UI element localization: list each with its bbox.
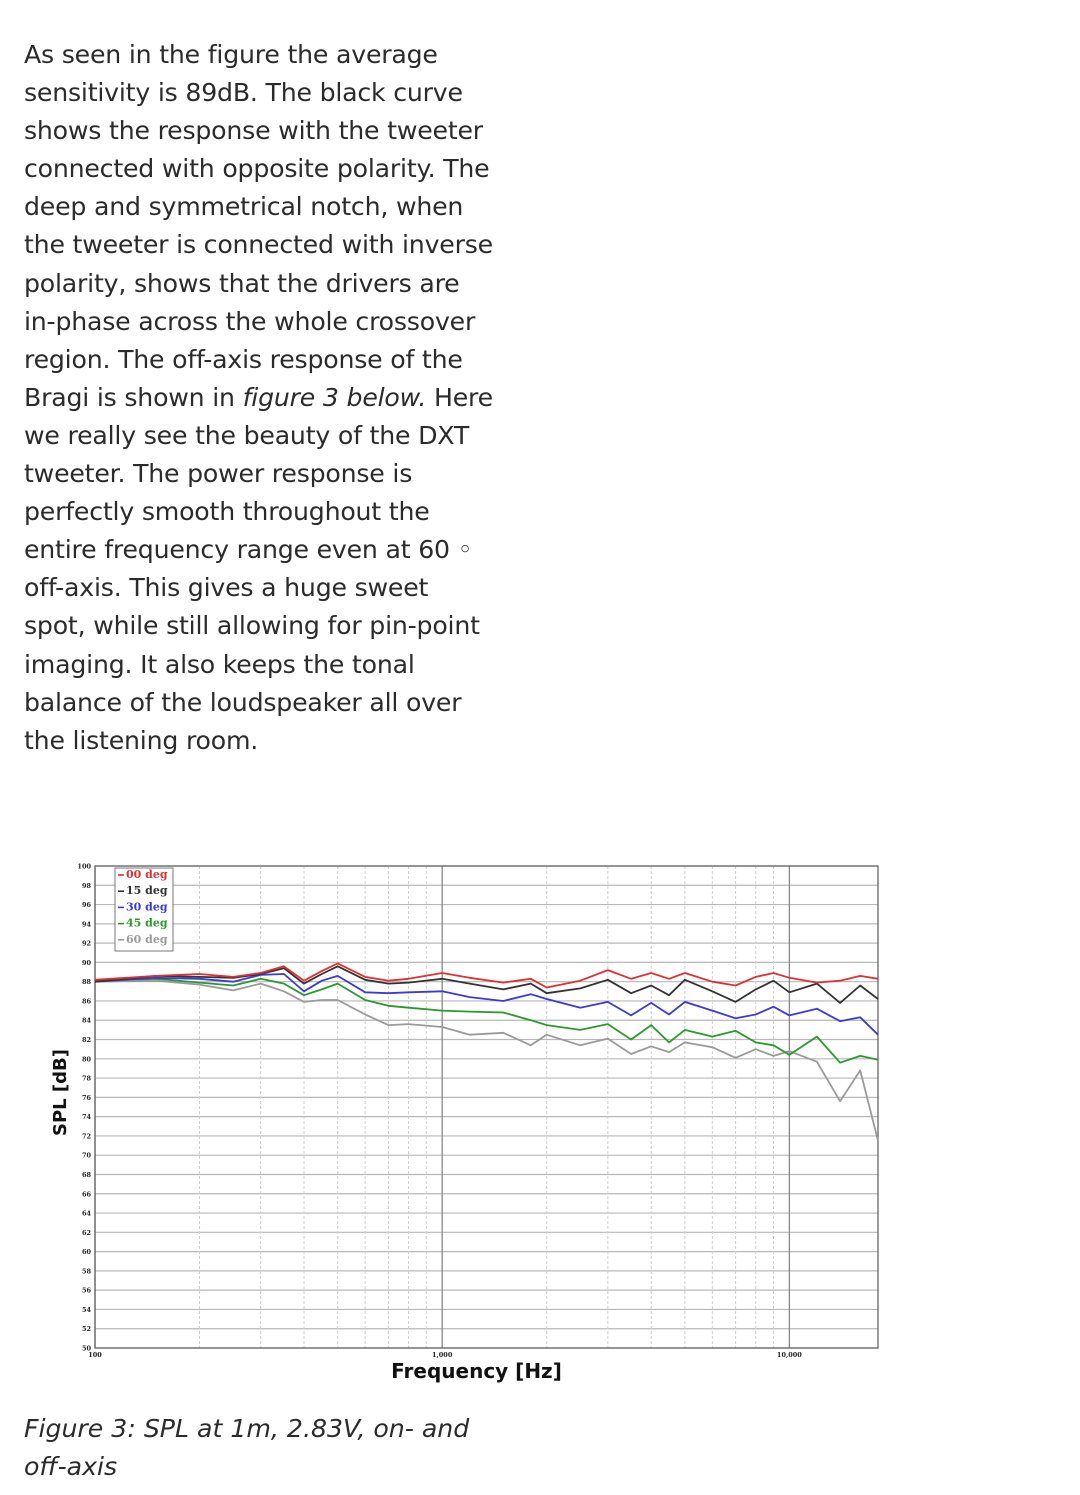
figure-reference: figure 3 below. [242,382,427,412]
y-tick-label: 84 [81,1016,91,1025]
y-tick-label: 76 [81,1093,91,1102]
y-tick-label: 68 [81,1170,91,1179]
plot-area [95,866,878,1348]
spl-chart-figure [40,855,900,1395]
y-tick-label: 90 [81,958,91,967]
y-tick-label: 92 [81,939,91,948]
y-tick-label: 58 [81,1267,91,1276]
y-tick-label: 86 [81,997,91,1006]
y-tick-label: 98 [81,881,91,890]
y-tick-label: 88 [81,978,91,987]
legend-label: 00 deg [126,868,168,881]
legend-label: 45 deg [126,916,168,930]
x-tick-label: 100 [88,1351,102,1359]
y-tick-label: 50 [81,1344,91,1353]
article-body [24,36,494,760]
article-paragraph [24,36,494,760]
y-tick-label: 64 [81,1209,91,1218]
paragraph-text-part-1: As seen in the figure the average sensitivity is 89dB. The black curve shows the response with the tweeter connected with opposite polarity. The deep and symmetrical notch, when the tweeter is connected with inverse polarity, shows that the drivers are in-phase across the whole crossover region. The off-axis response of the Bragi is shown in [24,40,493,412]
figure-caption: Figure 3: SPL at 1m, 2.83V, on- and off-axis [24,1414,470,1481]
legend-label: 60 deg [126,932,168,946]
y-tick-label: 96 [81,901,91,910]
spl-chart [40,855,900,1395]
y-tick-label: 54 [81,1305,91,1314]
paragraph-text-part-2: Here we really see the beauty of the DXT tweeter. The power response is perfectly smooth throughout the entire frequency range even at 60 ◦ off-axis. This gives a huge sweet spot, while still allowing for pin-point imaging. It also keeps the tonal balance of the loudspeaker all over the listening room. [24,382,493,755]
y-tick-label: 52 [81,1325,91,1334]
y-tick-label: 72 [81,1132,91,1141]
legend-label: 15 deg [126,884,168,898]
y-tick-label: 56 [81,1286,91,1295]
y-tick-label: 82 [81,1036,91,1045]
y-tick-label: 62 [81,1228,91,1237]
y-tick-label: 94 [81,920,91,929]
y-tick-label: 70 [81,1151,91,1160]
legend-label: 30 deg [126,900,168,914]
y-tick-label: 60 [81,1248,91,1257]
x-tick-label: 1,000 [432,1351,453,1359]
y-tick-label: 100 [77,862,91,871]
y-tick-label: 80 [81,1055,91,1064]
y-tick-label: 78 [81,1074,91,1083]
x-axis-label: Frequency [Hz] [391,1359,562,1383]
x-tick-label: 10,000 [776,1351,802,1359]
y-tick-label: 66 [81,1190,91,1199]
y-axis-label: SPL [dB] [50,1049,71,1137]
y-tick-label: 74 [81,1113,91,1122]
